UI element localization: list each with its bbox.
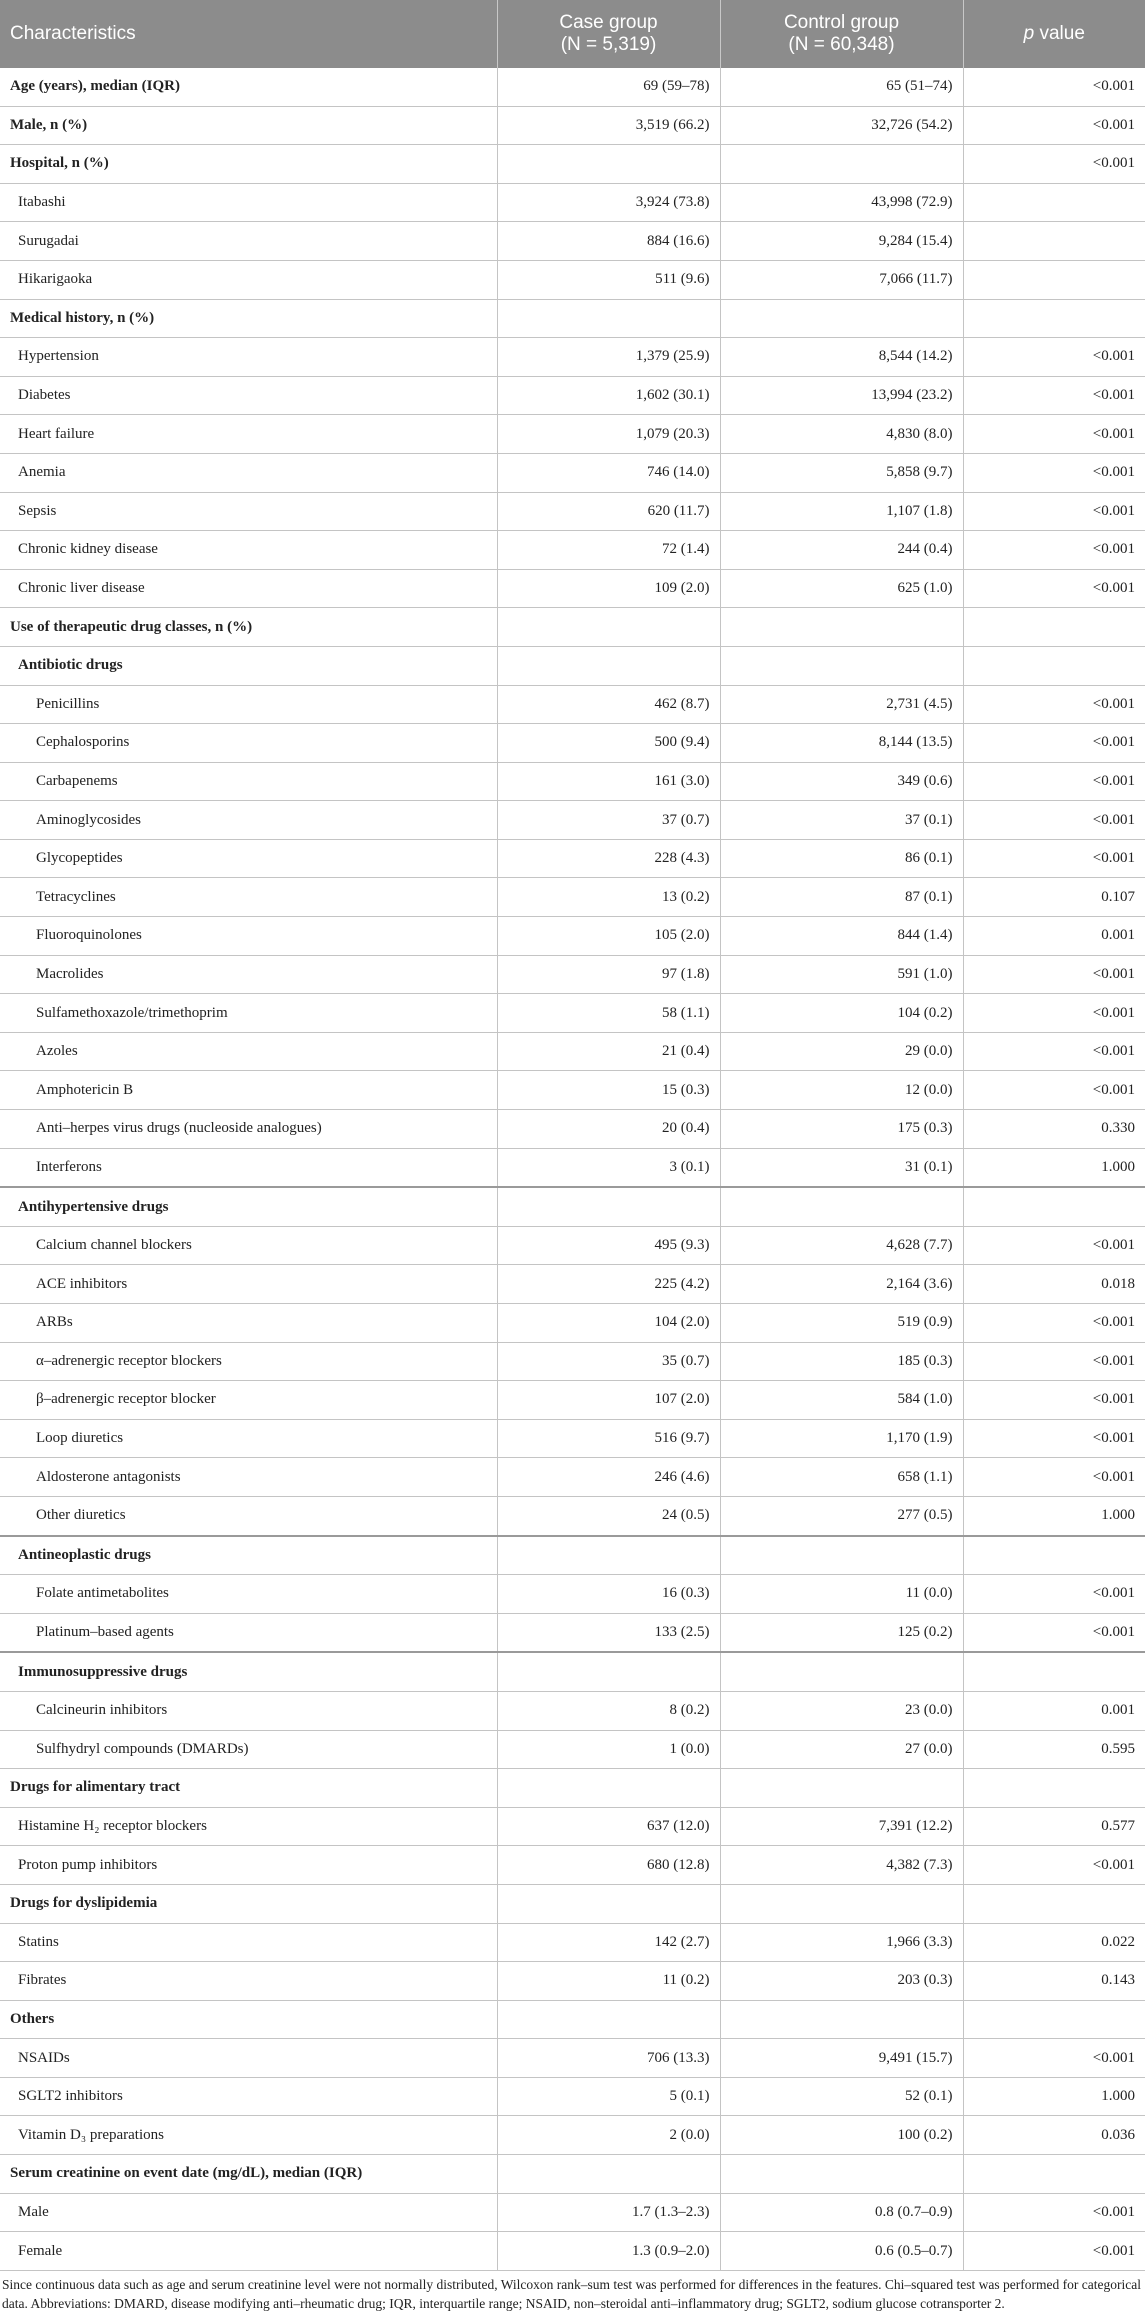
control-value: 0.6 (0.5–0.7) [720,2232,963,2271]
case-value: 58 (1.1) [497,994,720,1033]
case-value: 246 (4.6) [497,1458,720,1497]
table-row [0,106,1145,145]
case-value: 3,519 (66.2) [497,106,720,145]
table-row [0,2116,1145,2155]
table-body [0,68,1145,2270]
table-row [0,1265,1145,1304]
table-row [0,492,1145,531]
row-label: Loop diuretics [0,1419,497,1458]
case-value: 884 (16.6) [497,222,720,261]
row-label: Surugadai [0,222,497,261]
control-value [720,608,963,647]
case-value [497,646,720,685]
case-value [497,2000,720,2039]
table-row [0,569,1145,608]
control-value: 7,066 (11.7) [720,260,963,299]
table-row [0,608,1145,647]
table-row [0,1187,1145,1226]
case-value: 511 (9.6) [497,260,720,299]
p-value: 0.036 [963,2116,1145,2155]
p-value [963,222,1145,261]
case-value: 15 (0.3) [497,1071,720,1110]
p-value: <0.001 [963,2193,1145,2232]
p-value [963,1536,1145,1575]
row-label: Itabashi [0,183,497,222]
case-value: 516 (9.7) [497,1419,720,1458]
control-value: 125 (0.2) [720,1613,963,1652]
row-label: Age (years), median (IQR) [0,68,497,106]
table-row [0,453,1145,492]
table-row [0,145,1145,184]
table-row [0,1884,1145,1923]
row-label: Proton pump inhibitors [0,1846,497,1885]
row-label: α–adrenergic receptor blockers [0,1342,497,1381]
table-row [0,531,1145,570]
control-value [720,2000,963,2039]
control-value [720,1536,963,1575]
row-label: Vitamin D₃ preparations [0,2116,497,2155]
p-value: 0.001 [963,917,1145,956]
header-control-group-label: Control group [783,12,900,33]
p-value: <0.001 [963,762,1145,801]
control-value: 175 (0.3) [720,1110,963,1149]
row-label: Azoles [0,1032,497,1071]
row-label: Other diuretics [0,1496,497,1535]
table-row [0,646,1145,685]
control-value [720,1769,963,1808]
case-value [497,145,720,184]
row-label: Drugs for alimentary tract [0,1769,497,1808]
control-value: 844 (1.4) [720,917,963,956]
table-row [0,1381,1145,1420]
control-value: 100 (0.2) [720,2116,963,2155]
table-row [0,1536,1145,1575]
control-value: 11 (0.0) [720,1575,963,1614]
case-value: 495 (9.3) [497,1226,720,1265]
case-value [497,1187,720,1226]
header-control-group [720,0,963,68]
case-value: 161 (3.0) [497,762,720,801]
control-value: 86 (0.1) [720,839,963,878]
row-label: Hospital, n (%) [0,145,497,184]
row-label: Anemia [0,453,497,492]
p-value: 0.018 [963,1265,1145,1304]
header-p-value [963,0,1145,68]
p-value: <0.001 [963,68,1145,106]
p-value: <0.001 [963,569,1145,608]
control-value: 8,544 (14.2) [720,338,963,377]
control-value [720,299,963,338]
case-value [497,1652,720,1691]
table-row [0,1575,1145,1614]
p-value: 0.143 [963,1962,1145,2001]
p-value: <0.001 [963,839,1145,878]
control-value: 23 (0.0) [720,1691,963,1730]
control-value: 658 (1.1) [720,1458,963,1497]
case-value: 97 (1.8) [497,955,720,994]
case-value [497,1536,720,1575]
row-label: Platinum–based agents [0,1613,497,1652]
p-value: <0.001 [963,685,1145,724]
case-value: 225 (4.2) [497,1265,720,1304]
table-row [0,1613,1145,1652]
case-value: 133 (2.5) [497,1613,720,1652]
p-value: 0.330 [963,1110,1145,1149]
control-value: 9,491 (15.7) [720,2039,963,2078]
table-row [0,1496,1145,1535]
p-value: <0.001 [963,1381,1145,1420]
table-header [0,0,1145,68]
table-row [0,1110,1145,1149]
row-label: Sulfhydryl compounds (DMARDs) [0,1730,497,1769]
case-value: 1,602 (30.1) [497,376,720,415]
p-value [963,260,1145,299]
control-value: 185 (0.3) [720,1342,963,1381]
p-value [963,1884,1145,1923]
control-value: 1,966 (3.3) [720,1923,963,1962]
p-value [963,2000,1145,2039]
p-value: <0.001 [963,1613,1145,1652]
table-row [0,1032,1145,1071]
control-value: 52 (0.1) [720,2077,963,2116]
p-value: <0.001 [963,1071,1145,1110]
row-label: Aminoglycosides [0,801,497,840]
control-value: 4,830 (8.0) [720,415,963,454]
control-value: 1,107 (1.8) [720,492,963,531]
control-value: 591 (1.0) [720,955,963,994]
control-value: 519 (0.9) [720,1304,963,1343]
row-label: β–adrenergic receptor blocker [0,1381,497,1420]
control-value: 2,731 (4.5) [720,685,963,724]
table-row [0,1807,1145,1846]
case-value: 20 (0.4) [497,1110,720,1149]
row-label: Chronic kidney disease [0,531,497,570]
control-value: 203 (0.3) [720,1962,963,2001]
row-label: Male [0,2193,497,2232]
header-p-rest: value [1034,23,1085,44]
table-row [0,222,1145,261]
control-value [720,2155,963,2194]
control-value: 12 (0.0) [720,1071,963,1110]
case-value: 706 (13.3) [497,2039,720,2078]
p-value: <0.001 [963,955,1145,994]
header-case-group-label: Case group [559,12,658,33]
case-value [497,2155,720,2194]
control-value [720,1652,963,1691]
case-value: 109 (2.0) [497,569,720,608]
table-row [0,1304,1145,1343]
case-value: 69 (59–78) [497,68,720,106]
row-label: Tetracyclines [0,878,497,917]
case-value: 500 (9.4) [497,724,720,763]
case-value: 16 (0.3) [497,1575,720,1614]
control-value [720,646,963,685]
p-value: <0.001 [963,1032,1145,1071]
p-value: <0.001 [963,376,1145,415]
header-p-letter: p [1023,23,1035,44]
control-value: 0.8 (0.7–0.9) [720,2193,963,2232]
case-value [497,299,720,338]
row-label: Female [0,2232,497,2271]
case-value: 1,079 (20.3) [497,415,720,454]
control-value: 1,170 (1.9) [720,1419,963,1458]
p-value: <0.001 [963,801,1145,840]
table-row [0,415,1145,454]
row-label: Hikarigaoka [0,260,497,299]
header-characteristics: Characteristics [0,0,497,68]
control-value: 277 (0.5) [720,1496,963,1535]
table-row [0,1691,1145,1730]
p-value: <0.001 [963,106,1145,145]
table-row [0,2193,1145,2232]
row-label: Macrolides [0,955,497,994]
row-label: ACE inhibitors [0,1265,497,1304]
table-row [0,1226,1145,1265]
table-row [0,1769,1145,1808]
table-row [0,2155,1145,2194]
table-row [0,1962,1145,2001]
control-value: 65 (51–74) [720,68,963,106]
control-value: 32,726 (54.2) [720,106,963,145]
control-value: 13,994 (23.2) [720,376,963,415]
control-value: 9,284 (15.4) [720,222,963,261]
control-value: 584 (1.0) [720,1381,963,1420]
row-label: Hypertension [0,338,497,377]
p-value: <0.001 [963,1419,1145,1458]
table-row [0,1730,1145,1769]
case-value: 8 (0.2) [497,1691,720,1730]
case-value: 21 (0.4) [497,1032,720,1071]
control-value [720,1884,963,1923]
row-label: Others [0,2000,497,2039]
p-value: 0.577 [963,1807,1145,1846]
p-value: <0.001 [963,724,1145,763]
row-label: Sulfamethoxazole/trimethoprim [0,994,497,1033]
control-value [720,1187,963,1226]
table-row [0,2039,1145,2078]
table-row [0,1846,1145,1885]
row-label: Chronic liver disease [0,569,497,608]
table-row [0,2077,1145,2116]
case-value: 2 (0.0) [497,2116,720,2155]
case-value: 35 (0.7) [497,1342,720,1381]
case-value: 1 (0.0) [497,1730,720,1769]
p-value: 0.001 [963,1691,1145,1730]
row-label: ARBs [0,1304,497,1343]
case-value: 13 (0.2) [497,878,720,917]
table-row [0,801,1145,840]
control-value: 4,382 (7.3) [720,1846,963,1885]
row-label: Penicillins [0,685,497,724]
control-value: 4,628 (7.7) [720,1226,963,1265]
table-row [0,1652,1145,1691]
table-row [0,1342,1145,1381]
control-value: 37 (0.1) [720,801,963,840]
control-value: 625 (1.0) [720,569,963,608]
p-value: <0.001 [963,1226,1145,1265]
row-label: Folate antimetabolites [0,1575,497,1614]
case-value [497,1769,720,1808]
p-value: <0.001 [963,2039,1145,2078]
case-value [497,1884,720,1923]
case-value: 620 (11.7) [497,492,720,531]
row-label: Serum creatinine on event date (mg/dL), median (IQR) [0,2155,497,2194]
p-value: <0.001 [963,994,1145,1033]
row-label: Anti–herpes virus drugs (nucleoside analogues) [0,1110,497,1149]
table-row [0,724,1145,763]
case-value: 105 (2.0) [497,917,720,956]
p-value: <0.001 [963,1342,1145,1381]
table-row [0,1923,1145,1962]
p-value: <0.001 [963,1304,1145,1343]
case-value: 11 (0.2) [497,1962,720,2001]
table-footnote: Since continuous data such as age and serum creatinine level were not normally distributed, Wilcoxon rank–sum test was performed for differences in the features. Chi–squared test was performed for categorical data. Abbreviations: DMARD, disease modifying anti–rheumatic drug; IQR, interquartile range; NSAID, non–steroidal anti–inflammatory drug; SGLT2, sodium glucose cotransporter 2. [2,2276,1141,2311]
control-value: 29 (0.0) [720,1032,963,1071]
table-row [0,299,1145,338]
row-label: Diabetes [0,376,497,415]
case-value: 5 (0.1) [497,2077,720,2116]
p-value [963,183,1145,222]
table-row [0,338,1145,377]
table-row [0,917,1145,956]
p-value: 1.000 [963,2077,1145,2116]
case-value: 1,379 (25.9) [497,338,720,377]
case-value: 72 (1.4) [497,531,720,570]
control-value: 43,998 (72.9) [720,183,963,222]
row-label: Heart failure [0,415,497,454]
p-value: <0.001 [963,415,1145,454]
case-value [497,608,720,647]
p-value [963,1652,1145,1691]
row-label: Medical history, n (%) [0,299,497,338]
table-row [0,260,1145,299]
p-value: <0.001 [963,145,1145,184]
row-label: Interferons [0,1148,497,1187]
case-value: 37 (0.7) [497,801,720,840]
row-label: Immunosuppressive drugs [0,1652,497,1691]
p-value: <0.001 [963,531,1145,570]
row-label: Statins [0,1923,497,1962]
p-value: 0.022 [963,1923,1145,1962]
row-label: Histamine H₂ receptor blockers [0,1807,497,1846]
p-value: 0.107 [963,878,1145,917]
p-value: <0.001 [963,492,1145,531]
row-label: Antibiotic drugs [0,646,497,685]
header-case-group-n: (N = 5,319) [560,34,657,55]
case-value: 228 (4.3) [497,839,720,878]
p-value: <0.001 [963,2232,1145,2271]
table-row [0,1148,1145,1187]
case-value: 1.7 (1.3–2.3) [497,2193,720,2232]
table-row [0,1458,1145,1497]
case-value: 680 (12.8) [497,1846,720,1885]
case-value: 1.3 (0.9–2.0) [497,2232,720,2271]
table-row [0,955,1145,994]
p-value: <0.001 [963,453,1145,492]
table-row [0,183,1145,222]
control-value: 8,144 (13.5) [720,724,963,763]
table-row [0,376,1145,415]
case-value: 24 (0.5) [497,1496,720,1535]
control-value: 244 (0.4) [720,531,963,570]
p-value: 1.000 [963,1148,1145,1187]
p-value [963,2155,1145,2194]
case-value: 3,924 (73.8) [497,183,720,222]
table-row [0,878,1145,917]
row-label: Male, n (%) [0,106,497,145]
table-row [0,2000,1145,2039]
row-label: Antihypertensive drugs [0,1187,497,1226]
p-value: <0.001 [963,1575,1145,1614]
row-label: SGLT2 inhibitors [0,2077,497,2116]
row-label: Fibrates [0,1962,497,2001]
p-value: 1.000 [963,1496,1145,1535]
p-value: <0.001 [963,1846,1145,1885]
header-control-group-n: (N = 60,348) [788,34,895,55]
table-row [0,1419,1145,1458]
table-row [0,1071,1145,1110]
control-value: 5,858 (9.7) [720,453,963,492]
row-label: Drugs for dyslipidemia [0,1884,497,1923]
row-label: Cephalosporins [0,724,497,763]
control-value: 7,391 (12.2) [720,1807,963,1846]
row-label: Antineoplastic drugs [0,1536,497,1575]
case-value: 107 (2.0) [497,1381,720,1420]
p-value: <0.001 [963,1458,1145,1497]
table-row [0,685,1145,724]
case-value: 637 (12.0) [497,1807,720,1846]
p-value: 0.595 [963,1730,1145,1769]
row-label: Aldosterone antagonists [0,1458,497,1497]
row-label: Amphotericin B [0,1071,497,1110]
row-label: Calcium channel blockers [0,1226,497,1265]
table-row [0,994,1145,1033]
control-value: 349 (0.6) [720,762,963,801]
case-value: 104 (2.0) [497,1304,720,1343]
p-value: <0.001 [963,338,1145,377]
row-label: NSAIDs [0,2039,497,2078]
case-value: 3 (0.1) [497,1148,720,1187]
control-value: 104 (0.2) [720,994,963,1033]
row-label: Use of therapeutic drug classes, n (%) [0,608,497,647]
control-value: 31 (0.1) [720,1148,963,1187]
p-value [963,646,1145,685]
row-label: Sepsis [0,492,497,531]
row-label: Carbapenems [0,762,497,801]
case-value: 142 (2.7) [497,1923,720,1962]
p-value [963,608,1145,647]
control-value: 87 (0.1) [720,878,963,917]
case-value: 462 (8.7) [497,685,720,724]
table-row [0,762,1145,801]
table-row [0,2232,1145,2271]
row-label: Glycopeptides [0,839,497,878]
p-value [963,299,1145,338]
control-value [720,145,963,184]
row-label: Calcineurin inhibitors [0,1691,497,1730]
control-value: 27 (0.0) [720,1730,963,1769]
p-value [963,1187,1145,1226]
case-value: 746 (14.0) [497,453,720,492]
row-label: Fluoroquinolones [0,917,497,956]
table-row [0,839,1145,878]
table-row [0,68,1145,106]
header-case-group [497,0,720,68]
control-value: 2,164 (3.6) [720,1265,963,1304]
p-value [963,1769,1145,1808]
